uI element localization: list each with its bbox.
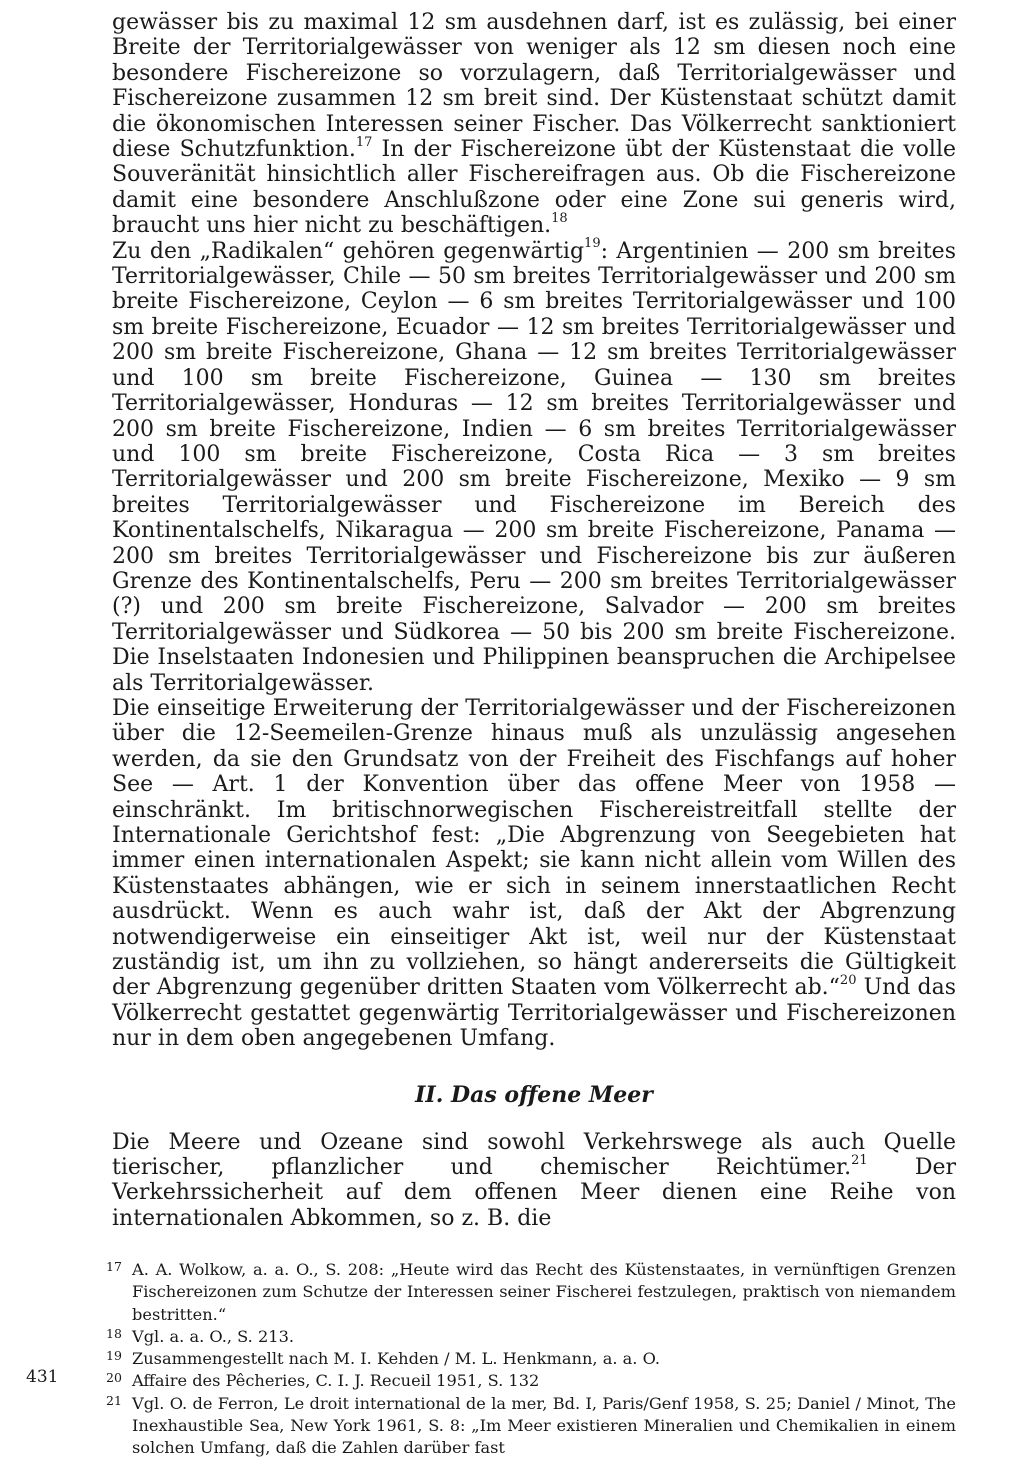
- paragraph-text: : Argentinien — 200 sm breites Territorialgewässer, Chile — 50 sm breites Territorialgewässer und 200 sm breite Fischereizone, Ceylon — 6 sm breites Territorialgewässer und 100 sm breite Fischereizone, Ecuador — 12 sm breites Territorialgewässer und 200 sm breite Fischereizone, Ghana — 12 sm breites Territorialgewässer und 100 sm breite Fischereizone, Guinea — 130 sm breites Territorialgewässer, Honduras — 12 sm breites Territorialgewässer und 200 sm breite Fischereizone, Indien — 6 sm breites Territorialgewässer und 100 sm breite Fischereizone, Costa Rica — 3 sm breites Territorialgewässer und 200 sm breite Fischereizone, Mexiko — 9 sm breites Territorialgewässer und Fischereizone im Bereich des Kontinentalschelfs, Nikaragua — 200 sm breite Fischereizone, Panama — 200 sm breites Territorialgewässer und Fischereizone bis zur äußeren Grenze des Kontinentalschelfs, Peru — 200 sm breites Territorialgewässer (?) und 200 sm breite Fischereizone, Salvador — 200 sm breites Territorialgewässer und Südkorea — 50 bis 200 sm breite Fischereizone. Die Inselstaaten Indonesien und Philippinen beanspruchen die Archipelsee als Territorialgewässer.: [112, 238, 956, 696]
- section-heading: II. Das offene Meer: [415, 1081, 653, 1108]
- footnote-number: 20: [106, 1370, 122, 1386]
- footnote-ref-19: 19: [584, 236, 601, 252]
- footnote-text: Vgl. a. a. O., S. 213.: [132, 1326, 295, 1346]
- footnote-number: 18: [106, 1325, 122, 1341]
- page-number: 431: [26, 1367, 59, 1387]
- footnotes: [106, 1259, 956, 1459]
- section-paragraph: [112, 1130, 956, 1232]
- footnote-21: [106, 1392, 956, 1460]
- footnote-number: 21: [106, 1392, 122, 1408]
- paragraph-text: Zu den „Radikalen“ gehören gegenwärtig: [112, 238, 585, 264]
- paragraph-text: Der Verkehrssicherheit auf dem offenen Meer dienen eine Reihe von internationalen Abkommen, so z. B. die: [112, 1155, 956, 1231]
- body-paragraph-3: [112, 696, 956, 1052]
- body-paragraph-2: [112, 236, 956, 696]
- footnote-text: Affaire des Pêcheries, C. I. J. Recueil 1951, S. 132: [132, 1371, 540, 1391]
- footnote-number: 17: [106, 1259, 122, 1275]
- footnote-text: Vgl. O. de Ferron, Le droit international de la mer, Bd. I, Paris/Genf 1958, S. 25; Daniel / Minot, The Inexhaustible Sea, New York 1961, S. 8: „Im Meer existieren Mineralien und Chemikalien in einem solchen Umfang, daß die Zahlen darüber fast: [132, 1393, 956, 1457]
- footnote-ref-18: 18: [551, 210, 568, 226]
- footnote-19: [106, 1348, 956, 1370]
- footnote-ref-17: 17: [355, 134, 373, 150]
- footnote-text: Zusammengestellt nach M. I. Kehden / M. L. Henkmann, a. a. O.: [132, 1349, 661, 1369]
- paragraph-text: Die Meere und Ozeane sind sowohl Verkehrswege als auch Quelle tierischer, pflanzlicher und chemischer Reichtümer.: [112, 1129, 956, 1181]
- paragraph-text: Die einseitige Erweiterung der Territorialgewässer und der Fischereizonen über die 12-Seemeilen-Grenze hinaus muß als unzulässig angesehen werden, da sie den Grundsatz von der Freiheit des Fischfangs auf hoher See — Art. 1 der Konvention über das offene Meer von 1958 — einschränkt. Im britischnorwegischen Fischereistreitfall stellte der Internationale Gerichtshof fest: „Die Abgrenzung von Seegebieten hat immer einen internationalen Aspekt; sie kann nicht allein vom Willen des Küstenstaates abhängen, wie er sich in seinem innerstaatlichen Recht ausdrückt. Wenn es auch wahr ist, daß der Akt der Abgrenzung notwendigerweise ein einseitiger Akt ist, weil nur der Küstenstaat zuständig ist, um ihn zu vollziehen, so hängt andererseits die Gültigkeit der Abgrenzung gegenüber dritten Staaten vom Völkerrecht ab.“: [112, 695, 956, 1001]
- body-paragraph-1: [112, 10, 956, 239]
- footnote-number: 19: [106, 1348, 122, 1364]
- footnote-ref-21: 21: [851, 1152, 868, 1168]
- page-content: [106, 10, 956, 1459]
- paragraph-text: In der Fischereizone übt der Küstenstaat die volle Souveränität hinsichtlich aller Fischereifragen aus. Ob die Fischereizone damit eine besondere Anschlußzone oder eine Zone sui generis wird, braucht uns hier nicht zu beschäftigen.: [112, 137, 956, 239]
- paragraph-text: Und das Völkerrecht gestattet gegenwärtig Territorialgewässer und Fischereizonen nur in dem oben angegebenen Umfang.: [112, 975, 956, 1052]
- footnote-ref-20: 20: [839, 973, 857, 989]
- footnote-18: [106, 1325, 956, 1348]
- footnote-17: [106, 1259, 956, 1326]
- footnote-text: A. A. Wolkow, a. a. O., S. 208: „Heute wird das Recht des Küstenstaates, in vernünftigen Grenzen Fischereizonen zum Schutze der Interessen seiner Fischerei festzulegen, praktisch von niemandem bestritten.“: [132, 1260, 956, 1324]
- paragraph-text: gewässer bis zu maximal 12 sm ausdehnen darf, ist es zulässig, bei einer Breite der Territorialgewässer von weniger als 12 sm diesen noch eine besondere Fischereizone so vorzulagern, daß Territorialgewässer und Fischereizone zusammen 12 sm breit sind. Der Küstenstaat schützt damit die ökonomischen Interessen seiner Fischer. Das Völkerrecht sanktioniert diese Schutzfunktion.: [112, 10, 956, 163]
- footnote-20: [106, 1370, 956, 1392]
